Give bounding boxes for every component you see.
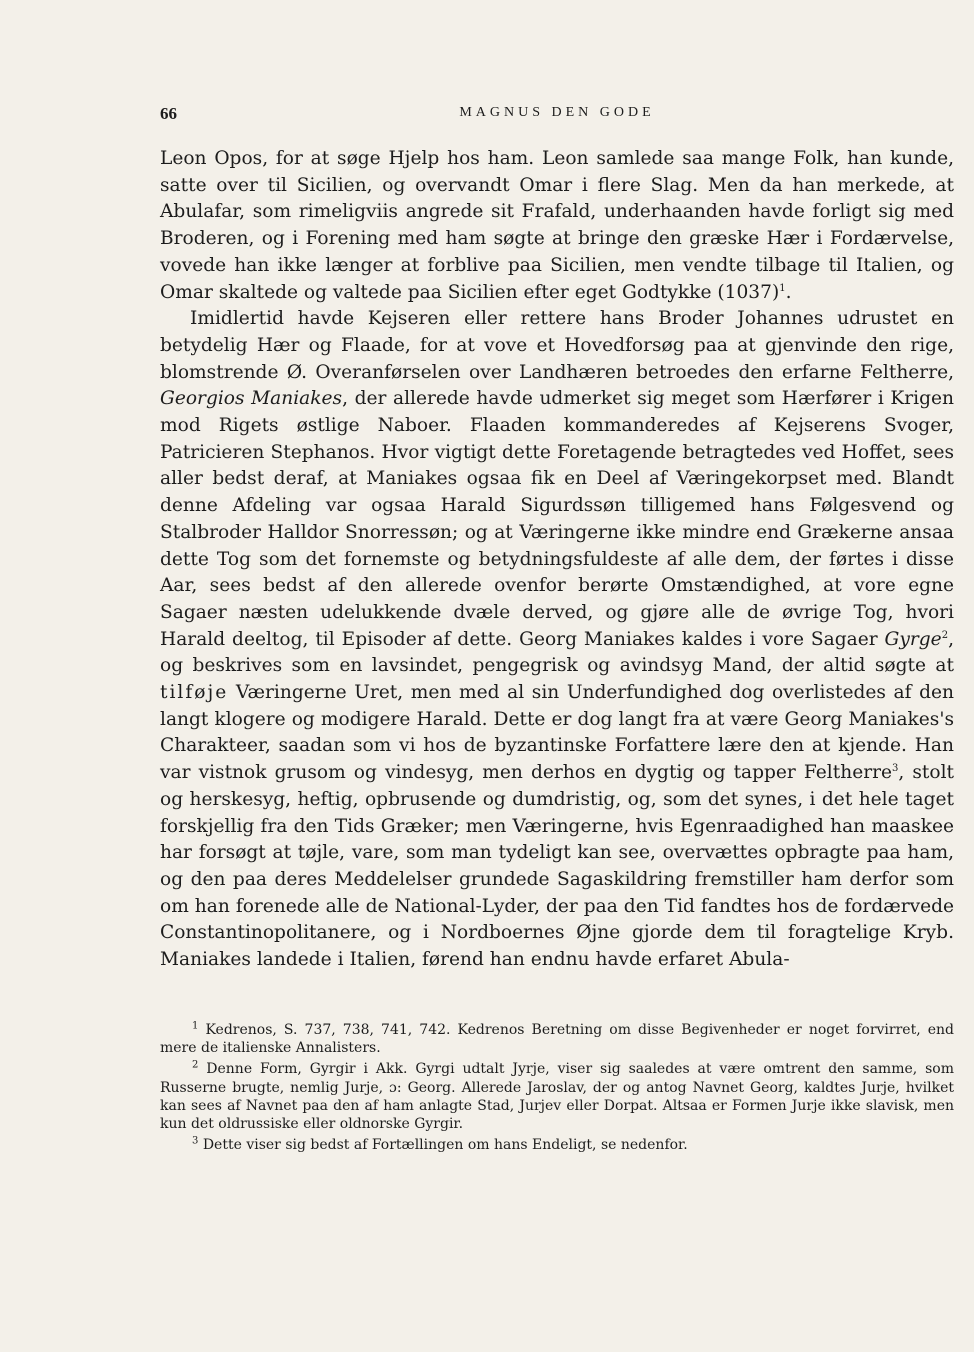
footnote-ref-2[interactable]: 2 xyxy=(941,629,949,641)
paragraph-1 xyxy=(160,146,954,306)
paragraph-2-text-b: , der allerede havde udmerket sig meget som Hærfører i Krigen mod Rigets østlige Naboer. Flaaden kommanderedes af Kejserens Svoger, Patricieren Stephanos. Hvor vigtigt dette Foretagende betragtedes ved Hoffet, sees aller bedst deraf, at Maniakes ogsaa fik en Deel af Væringekorpset med. Blandt denne Afdeling var ogsaa Harald Sigurdssøn tilligemed hans Følgesvend og Stalbroder Halldor Snorressøn; og at Væringerne ikke mindre end Grækerne ansaa dette Tog som det fornemste og betydningsfuldeste af alle dem, der førtes i disse Aar, sees bedst af den allerede ovenfor berørte Omstændighed, at vore egne Sagaer næsten udelukkende dvæle derved, og gjøre alle de øvrige Tog, hvori Harald deeltog, til Episoder af dette. Georg Maniakes kaldes i vore Sagaer xyxy=(160,388,954,650)
footnote-ref-3[interactable]: 3 xyxy=(891,762,899,774)
footnote-mark: 2 xyxy=(192,1059,199,1071)
paragraph-2-text-a: Imidlertid havde Kejseren eller rettere hans Broder Johannes udrustet en betydelig Hær og Flaade, for at vove et Hovedforsøg paa at gjenvinde den rige, blomstrende Ø. Overanførselen over Landhæren betroedes den erfarne Feltherre, xyxy=(160,308,954,383)
footnote-ref-1[interactable]: 1 xyxy=(779,282,786,294)
footnote-text: Denne Form, Gyrgir i Akk. Gyrgi udtalt Jyrje, viser sig saaledes at være omtrent den samme, som Russerne brugte, nemlig Jurje, ɔ: Georg. Allerede Jaroslav, der og antog Navnet Georg, kaldtes Jurje, hvilket kan sees af Navnet paa den af ham anlagte Stad, Jurjev eller Dorpat. Altsaa er Formen Jurje ikke slavisk, men kun det oldrussiske eller oldnorske Gyrgir. xyxy=(160,1061,954,1133)
spaced-word: tilføje xyxy=(160,682,229,704)
name-georgios-maniakes: Georgios Maniakes xyxy=(160,388,343,410)
main-text xyxy=(160,146,954,974)
paragraph-1-text: Leon Opos, for at søge Hjelp hos ham. Leon samlede saa mange Folk, han kunde, satte over til Sicilien, og overvandt Omar i flere Slag. Men da han merkede, at Abulafar, som rimeligviis angrede sit Frafald, underhaanden havde forligt sig med Broderen, og i Forening med ham søgte at bringe den græske Hær i Fordærvelse, vovede han ikke længer at forblive paa Sicilien, men vendte tilbage til Italien, og Omar skaltede og valtede paa Sicilien efter eget Godtykke (1037) xyxy=(160,148,954,303)
footnote-text: Kedrenos, S. 737, 738, 741, 742. Kedrenos Beretning om disse Begivenheder er noget forvirret, end mere de italienske Annalisters. xyxy=(160,1022,954,1057)
paragraph-2-text-c: , og beskrives som en lavsindet, pengegrisk og avindsyg Mand, der altid søgte at xyxy=(160,628,954,677)
footnote-mark: 3 xyxy=(192,1135,199,1147)
paragraph-2-text-d: Væringerne Uret, men med al sin Underfundighed dog overlistedes af den langt klogere og modigere Harald. Dette er dog langt fra at være Georg Maniakes's Charakteer, saadan som vi hos de byzantinske Forfattere lære den at kjende. Han var vistnok grusom og vindesyg, men derhos en dygtig og tapper Feltherre xyxy=(160,682,954,784)
footnote-text: Dette viser sig bedst af Fortællingen om hans Endeligt, se nedenfor. xyxy=(202,1137,688,1154)
paragraph-2-text-e: , stolt og herskesyg, heftig, opbrusende og dumdristig, og, som det synes, i det hele taget forskjellig fra den Tids Græker; men Væringerne, hvis Egenraadighed han maaskee har forsøgt at tøjle, vare, som man tydeligt kan see, overvættes opbragte paa ham, og den paa deres Meddelelser grundede Sagaskildring fremstiller ham derfor som om han forenede alle de National-Lyder, der paa den Tid fandtes hos de fordærvede Constantinopolitanere, og i Nordboernes Øjne gjorde dem til foragtelige Kryb. Maniakes landede i Italien, førend han endnu havde erfaret Abula- xyxy=(160,762,954,971)
paragraph-1-end: . xyxy=(785,281,792,303)
name-gyrge: Gyrge xyxy=(884,628,942,650)
footnote-mark: 1 xyxy=(192,1020,199,1032)
paragraph-2 xyxy=(160,306,954,974)
footnotes xyxy=(160,1021,954,1157)
footnote-3 xyxy=(160,1136,954,1154)
page-number: 66 xyxy=(160,104,177,123)
footnote-1 xyxy=(160,1021,954,1057)
running-title: MAGNUS DEN GODE xyxy=(459,105,655,120)
footnote-2 xyxy=(160,1060,954,1133)
running-head xyxy=(160,104,954,128)
